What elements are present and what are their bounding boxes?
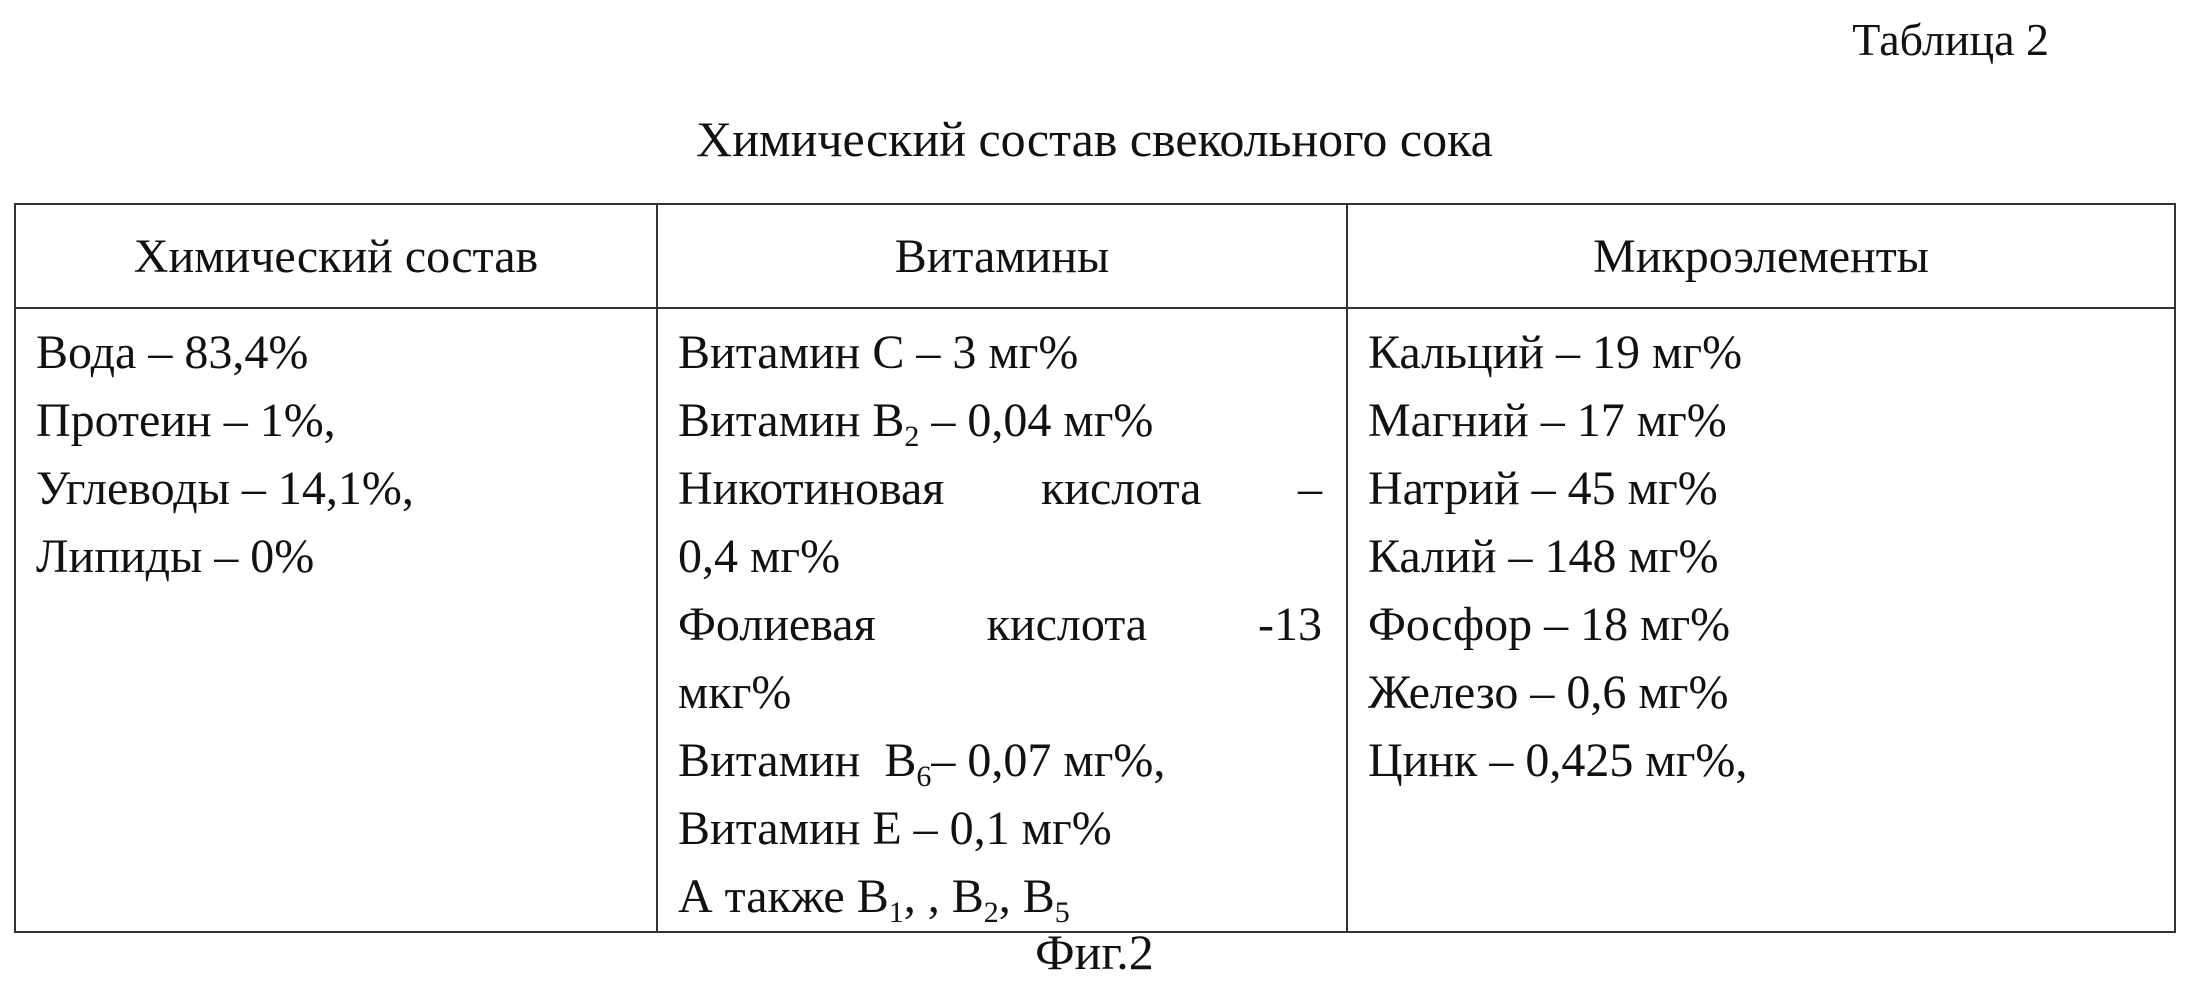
list-item	[658, 455, 1346, 523]
list-item: мкг%	[678, 666, 792, 719]
list-item: Протеин – 1%,	[36, 394, 336, 447]
table-number: Таблица 2	[1852, 14, 2049, 65]
chemical-composition-cell	[15, 308, 657, 932]
table-row	[15, 308, 2175, 932]
folic-word-3: -13	[1258, 598, 1322, 651]
vitamin-b6-label: Витамин В	[678, 734, 917, 787]
vitamin-b6-subscript: 6	[916, 760, 932, 793]
also-separator-2: , В	[998, 870, 1055, 923]
list-item: Кальций – 19 мг%	[1368, 326, 1743, 379]
header-vitamins: Витамины	[657, 204, 1347, 308]
folic-word-2: кислота	[986, 598, 1148, 651]
list-item: 0,4 мг%	[678, 530, 841, 583]
nicotinic-word-2: кислота	[1040, 462, 1202, 515]
also-subscript-3: 5	[1054, 896, 1070, 929]
composition-table	[14, 203, 2176, 933]
list-item: Натрий – 45 мг%	[1368, 462, 1718, 515]
list-item: Цинк – 0,425 мг%,	[1368, 734, 1748, 787]
list-item: Липиды – 0%	[36, 530, 315, 583]
list-item: Витамин Е – 0,1 мг%	[678, 802, 1112, 855]
list-item	[658, 727, 1346, 795]
vitamin-b2-label: Витамин В	[678, 394, 905, 447]
list-item	[658, 591, 1346, 659]
nicotinic-word-1: Никотиновая	[678, 462, 945, 515]
vitamin-b6-value: – 0,07 мг%,	[931, 734, 1166, 787]
also-label: А также В	[678, 870, 889, 923]
list-item: Железо – 0,6 мг%	[1368, 666, 1729, 719]
list-item: Калий – 148 мг%	[1368, 530, 1719, 583]
list-item	[658, 387, 1346, 455]
also-separator-1: , , В	[903, 870, 984, 923]
nicotinic-word-3: –	[1298, 462, 1322, 515]
header-chemical-composition: Химический состав	[15, 204, 657, 308]
list-item: Витамин С – 3 мг%	[678, 326, 1079, 379]
figure-caption: Фиг.2	[1035, 924, 1154, 980]
table-header-row	[15, 204, 2175, 308]
vitamins-cell	[657, 308, 1347, 932]
header-microelements: Микроэлементы	[1347, 204, 2175, 308]
microelements-cell	[1347, 308, 2175, 932]
also-subscript-2: 2	[983, 896, 999, 929]
list-item: Вода – 83,4%	[36, 326, 309, 379]
list-item: Углеводы – 14,1%,	[36, 462, 414, 515]
vitamin-b2-value: – 0,04 мг%	[919, 394, 1154, 447]
also-subscript-1: 1	[888, 896, 904, 929]
vitamin-b2-subscript: 2	[904, 420, 920, 453]
folic-word-1: Фолиевая	[678, 598, 876, 651]
list-item: Магний – 17 мг%	[1368, 394, 1727, 447]
table-title: Химический состав свекольного сока	[696, 111, 1493, 167]
list-item: Фосфор – 18 мг%	[1368, 598, 1731, 651]
